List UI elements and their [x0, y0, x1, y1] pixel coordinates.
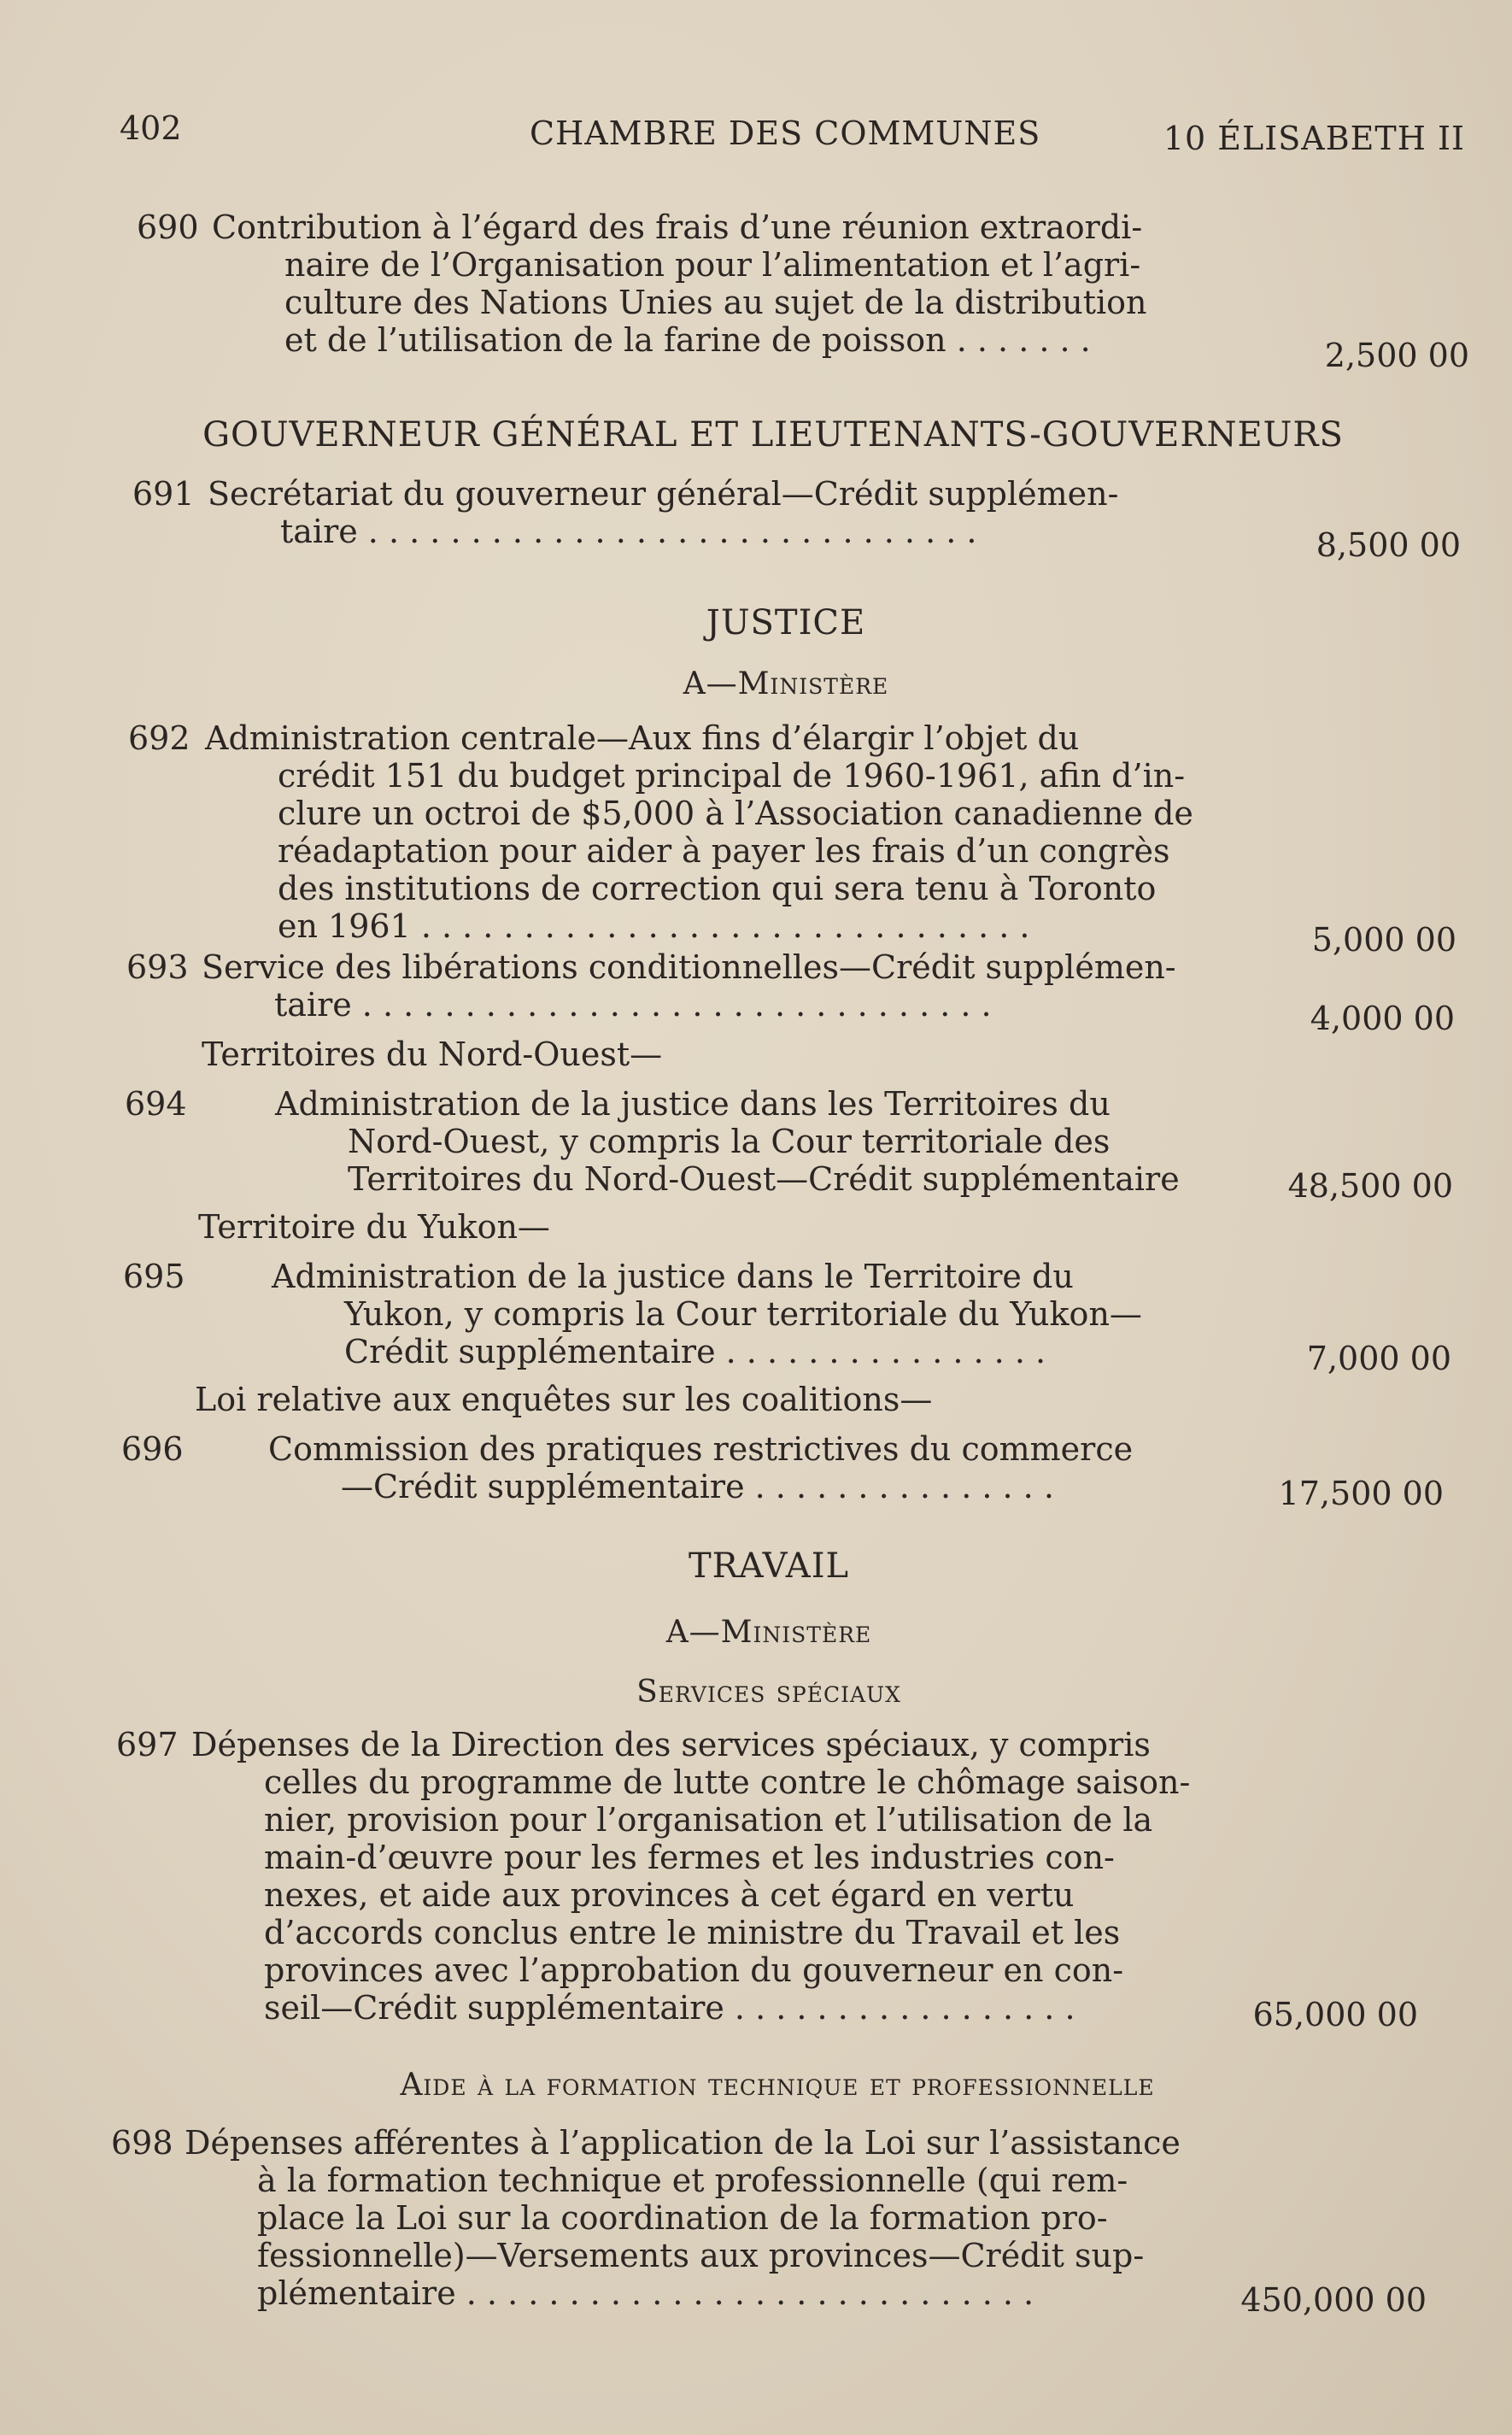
vote-text-line: Secrétariat du gouverneur général—Crédit supplémen-: [208, 475, 1119, 513]
vote-text-line: taire . . . . . . . . . . . . . . . . . . . . . . . . . . . . . . .: [274, 986, 992, 1024]
vote-text-line: d’accords conclus entre le ministre du Travail et les: [264, 1914, 1121, 1951]
vote-text-line: nexes, et aide aux provinces à cet égard en vertu: [264, 1876, 1075, 1914]
vote-amount: 2,500 00: [1324, 337, 1469, 374]
vote-text-line: —Crédit supplémentaire . . . . . . . . . . . . . . .: [341, 1468, 1054, 1505]
vote-text-line: Commission des pratiques restrictives du commerce: [268, 1430, 1134, 1468]
vote-text-line: Yukon, y compris la Cour territoriale du Yukon—: [344, 1295, 1142, 1333]
vote-number: 690: [137, 208, 199, 246]
vote-number: 693: [126, 948, 189, 986]
vote-text-line: Nord-Ouest, y compris la Cour territoriale des: [348, 1123, 1111, 1160]
vote-text-line: Service des libérations conditionnelles—Crédit supplémen-: [202, 948, 1176, 986]
vote-text-line: des institutions de correction qui sera tenu à Toronto: [278, 870, 1157, 907]
vote-text-line: Dépenses afférentes à l’application de la Loi sur l’assistance: [185, 2124, 1181, 2162]
vote-text-line: nier, provision pour l’organisation et l’utilisation de la: [264, 1801, 1153, 1839]
vote-text-line: celles du programme de lutte contre le chômage saison-: [264, 1763, 1191, 1801]
vote-text-line: Administration de la justice dans le Territoire du: [272, 1258, 1074, 1295]
vote-number: 694: [125, 1085, 187, 1123]
vote-text-line: Dépenses de la Direction des services spéciaux, y compris: [191, 1726, 1151, 1763]
vote-text-line: naire de l’Organisation pour l’alimentation et l’agri-: [284, 246, 1141, 284]
vote-text-line: fessionnelle)—Versements aux provinces—Crédit sup-: [257, 2237, 1145, 2274]
subhead-nord-ouest: Territoires du Nord-Ouest—: [202, 1036, 663, 1073]
vote-text-line: clure un octroi de $5,000 à l’Association canadienne de: [278, 795, 1193, 832]
vote-text-line: provinces avec l’approbation du gouverneur en con-: [264, 1951, 1124, 1989]
section-heading-travail: TRAVAIL: [688, 1546, 850, 1586]
vote-number: 696: [121, 1430, 184, 1468]
vote-amount: 5,000 00: [1311, 921, 1456, 959]
vote-text-line: Contribution à l’égard des frais d’une réunion extraordi-: [212, 208, 1143, 246]
vote-text-line: en 1961 . . . . . . . . . . . . . . . . . . . . . . . . . . . . . .: [278, 907, 1030, 945]
vote-number: 695: [123, 1258, 185, 1295]
vote-amount: 7,000 00: [1306, 1340, 1451, 1377]
section-heading-justice: JUSTICE: [706, 603, 866, 642]
vote-text-line: main-d’œuvre pour les fermes et les industries con-: [264, 1839, 1115, 1876]
vote-number: 698: [111, 2124, 173, 2162]
vote-text-line: culture des Nations Unies au sujet de la distribution: [284, 284, 1147, 321]
vote-text-line: à la formation technique et professionnelle (qui rem-: [257, 2162, 1128, 2199]
vote-amount: 4,000 00: [1310, 1000, 1455, 1037]
vote-text-line: Administration centrale—Aux fins d’élargir l’objet du: [205, 719, 1080, 757]
vote-text-line: Territoires du Nord-Ouest—Crédit supplémentaire: [348, 1160, 1180, 1198]
subhead-yukon: Territoire du Yukon—: [198, 1208, 550, 1246]
subsection-heading-aide-formation: Aide à la formation technique et professionnelle: [400, 2068, 1155, 2103]
vote-text-line: Crédit supplémentaire . . . . . . . . . . . . . . . .: [344, 1333, 1046, 1370]
vote-text-line: Administration de la justice dans les Territoires du: [275, 1085, 1111, 1123]
vote-amount: 48,500 00: [1287, 1167, 1453, 1205]
subsection-heading-ministere: A—Ministère: [665, 1615, 872, 1650]
regnal-year: 10 ÉLISABETH II: [1163, 120, 1465, 157]
vote-text-line: seil—Crédit supplémentaire . . . . . . . . . . . . . . . . .: [264, 1989, 1075, 2027]
vote-text-line: taire . . . . . . . . . . . . . . . . . . . . . . . . . . . . . .: [280, 513, 977, 550]
vote-number: 692: [128, 719, 190, 757]
page-header: [120, 109, 1465, 161]
vote-amount: 65,000 00: [1252, 1996, 1418, 2033]
vote-amount: 17,500 00: [1278, 1475, 1444, 1512]
vote-number: 691: [132, 475, 195, 513]
vote-text-line: place la Loi sur la coordination de la formation pro-: [257, 2199, 1108, 2237]
subsection-heading-ministere: A—Ministère: [683, 666, 889, 701]
vote-text-line: et de l’utilisation de la farine de poisson . . . . . . .: [284, 321, 1091, 359]
vote-text-line: plémentaire . . . . . . . . . . . . . . . . . . . . . . . . . . . .: [257, 2274, 1034, 2312]
vote-text-line: réadaptation pour aider à payer les frais d’un congrès: [278, 832, 1170, 870]
subsection-heading-services-speciaux: Services spéciaux: [636, 1675, 901, 1710]
subhead-coalitions: Loi relative aux enquêtes sur les coalitions—: [195, 1381, 933, 1418]
vote-amount: 450,000 00: [1240, 2281, 1427, 2319]
page-number: 402: [120, 109, 182, 147]
vote-amount: 8,500 00: [1316, 526, 1461, 564]
section-heading-gouverneur: GOUVERNEUR GÉNÉRAL ET LIEUTENANTS-GOUVERNEURS: [202, 415, 1344, 455]
running-title: CHAMBRE DES COMMUNES: [530, 114, 1041, 152]
vote-text-line: crédit 151 du budget principal de 1960-1961, afin d’in-: [278, 757, 1186, 795]
vote-number: 697: [116, 1726, 179, 1763]
